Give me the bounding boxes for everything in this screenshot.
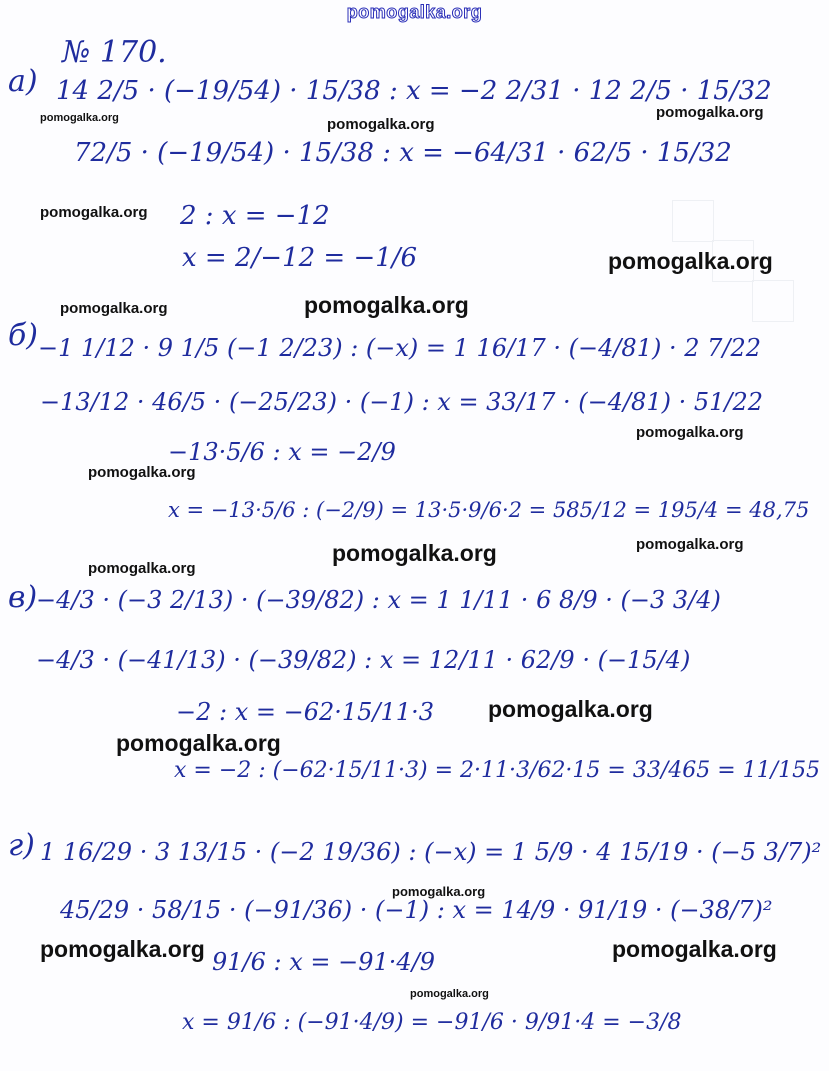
part-c-line-4: x = −2 : (−62·15/11·3) = 2·11·3/62·15 = 33/465 = 11/155 xyxy=(174,758,821,783)
watermark-text: pomogalka.org xyxy=(40,112,119,124)
part-c-line-3: −2 : x = −62·15/11·3 xyxy=(176,698,434,726)
watermark-text: pomogalka.org xyxy=(40,204,148,221)
part-d-line-1: 1 16/29 · 3 13/15 · (−2 19/36) : (−x) = 1 5/9 · 4 15/19 · (−5 3/7)² xyxy=(40,838,822,866)
part-a-line-3: 2 : x = −12 xyxy=(180,201,330,231)
watermark-text: pomogalka.org xyxy=(332,540,497,566)
part-d-line-3: 91/6 : x = −91·4/9 xyxy=(212,948,436,976)
watermark-text: pomogalka.org xyxy=(40,936,205,962)
watermark-text: pomogalka.org xyxy=(410,988,489,1000)
part-a-line-4: x = 2/−12 = −1/6 xyxy=(182,243,418,273)
watermark-text: pomogalka.org xyxy=(116,730,281,756)
grid-ghost xyxy=(672,200,714,242)
part-c-line-1: −4/3 · (−3 2/13) · (−39/82) : x = 1 1/11 · 6 8/9 · (−3 3/4) xyxy=(36,586,721,614)
part-a-line-1: 14 2/5 · (−19/54) · 15/38 : x = −2 2/31 · 12 2/5 · 15/32 xyxy=(56,76,772,106)
watermark-text: pomogalka.org xyxy=(60,300,168,317)
site-header-watermark: pomogalka.org xyxy=(346,2,483,22)
part-c-line-2: −4/3 · (−41/13) · (−39/82) : x = 12/11 · 62/9 · (−15/4) xyxy=(36,646,691,674)
watermark-text: pomogalka.org xyxy=(304,292,469,318)
part-label-d: г) xyxy=(8,828,35,863)
part-b-line-2: −13/12 · 46/5 · (−25/23) · (−1) : x = 33/17 · (−4/81) · 51/22 xyxy=(40,388,764,416)
watermark-text: pomogalka.org xyxy=(88,464,196,481)
part-label-b: б) xyxy=(8,318,39,353)
watermark-text: pomogalka.org xyxy=(612,936,777,962)
watermark-text: pomogalka.org xyxy=(88,560,196,577)
part-d-line-2: 45/29 · 58/15 · (−91/36) · (−1) : x = 14/9 · 91/19 · (−38/7)² xyxy=(60,896,773,924)
problem-number: № 170. xyxy=(62,35,167,70)
watermark-text: pomogalka.org xyxy=(636,424,744,441)
watermark-text: pomogalka.org xyxy=(327,116,435,133)
grid-ghost xyxy=(752,280,794,322)
watermark-text: pomogalka.org xyxy=(488,696,653,722)
watermark-text: pomogalka.org xyxy=(656,104,764,121)
part-label-c: в) xyxy=(8,580,38,615)
part-a-line-2: 72/5 · (−19/54) · 15/38 : x = −64/31 · 62/5 · 15/32 xyxy=(74,138,732,168)
part-b-line-1: −1 1/12 · 9 1/5 (−1 2/23) : (−x) = 1 16/17 · (−4/81) · 2 7/22 xyxy=(38,334,762,362)
part-d-line-4: x = 91/6 : (−91·4/9) = −91/6 · 9/91·4 = −3/8 xyxy=(182,1010,682,1035)
part-label-a: а) xyxy=(8,64,38,99)
watermark-text: pomogalka.org xyxy=(392,884,486,899)
part-b-line-3: −13·5/6 : x = −2/9 xyxy=(168,438,396,466)
part-b-line-4: x = −13·5/6 : (−2/9) = 13·5·9/6·2 = 585/12 = 195/4 = 48,75 xyxy=(168,498,810,522)
watermark-text: pomogalka.org xyxy=(636,536,744,553)
watermark-text: pomogalka.org xyxy=(608,248,773,274)
